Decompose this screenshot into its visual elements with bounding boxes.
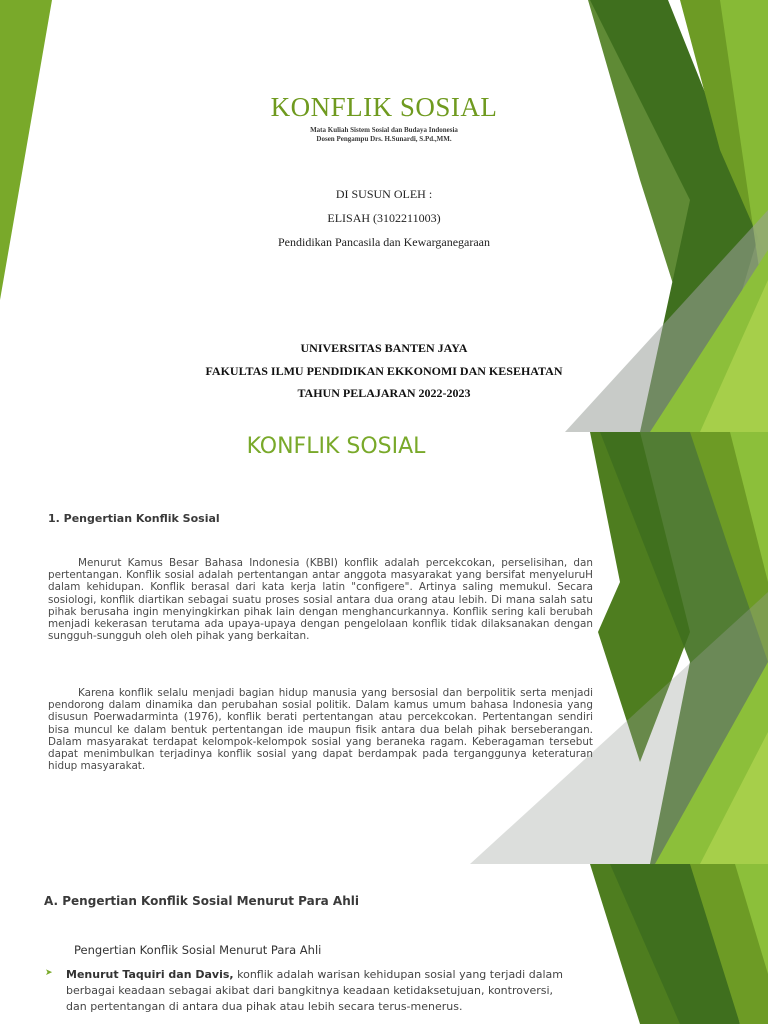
section-heading: A. Pengertian Konflik Sosial Menurut Para Ahli <box>44 894 359 908</box>
paragraph-1: Menurut Kamus Besar Bahasa Indonesia (KBBI) konflik adalah percekcokan, perselisihan, dan pertentangan. Konflik sosial adalah pertentangan antar anggota masyarakat yang bersifat menyeluruH dalam kehidupan. Konflik berasal dari kata kerja latin "configere". Artinya saling memukul. Secara sosiologi, konflik diartikan sebagai suatu proses sosial antara dua orang atau lebih. Di mana salah satu pihak berusaha ingin menyingkirkan pihak lain dengan menghancurkannya. Konflik sering kali berubah menjadi kekerasan terutama ada upaya-upaya dengan pengelolaan konflik tidak dilaksanakan dengan sungguh-sungguh oleh oleh pihak yang berkaitan. <box>48 557 593 643</box>
paragraph-2: Karena konflik selalu menjadi bagian hidup manusia yang bersosial dan berpolitik serta menjadi pendorong dalam dinamika dan perubahan sosial politik. Dalam kamus umum bahasa Indonesia yang disusun Poerwadarminta (1976), konflik berati pertentangan atau percekcokan. Pertentangan sendiri bisa muncul ke dalam bentuk pertentangan ide maupun fisik antara dua belah pihak berseberangan. Dalam masyarakat terdapat kelompok-kelompok sosial yang beraneka ragam. Keberagaman tersebut dapat menimbulkan terjadinya konflik sosial yang dapat berdampak pada terganggunya keteraturan hidup masyarakat. <box>48 687 593 773</box>
slide-title: KONFLIK SOSIAL <box>246 434 426 459</box>
bullet-body: konflik adalah warisan kehidupan sosial yang terjadi dalam berbagai keadaan sebagai akibat dari bangkitnya keadaan ketidaksetujuan, kontroversi, dan pertentangan di antara dua pihak atau lebih secara terus-menerus. <box>66 968 563 1013</box>
section-heading: 1. Pengertian Konflik Sosial <box>48 512 220 525</box>
bullet-author: Menurut Taquiri dan Davis, <box>66 968 234 981</box>
author-label: DI SUSUN OLEH : <box>335 187 433 201</box>
slide-decoration <box>0 432 768 864</box>
lecturer-line: Dosen Pengampu Drs. H.Sunardi, S.Pd.,MM. <box>316 135 452 143</box>
list-item <box>45 967 575 1015</box>
slide-experts <box>0 864 768 1024</box>
author-name: ELISAH (3102211003) <box>327 211 441 225</box>
bullet-text <box>66 967 575 1015</box>
slide-title <box>0 0 768 432</box>
course-line: Mata Kuliah Sistem Sosial dan Budaya Indonesia <box>310 126 458 134</box>
subheading: Pengertian Konflik Sosial Menurut Para Ahli <box>74 943 322 957</box>
university: UNIVERSITAS BANTEN JAYA <box>300 341 468 355</box>
title: KONFLIK SOSIAL <box>270 92 498 122</box>
bullet-arrow-icon: ➤ <box>45 967 53 977</box>
slide-definition <box>0 432 768 864</box>
faculty: FAKULTAS ILMU PENDIDIKAN EKKONOMI DAN KESEHATAN <box>205 364 563 378</box>
left-green-triangle <box>0 0 52 300</box>
study-program: Pendidikan Pancasila dan Kewarganegaraan <box>277 235 491 249</box>
academic-year: TAHUN PELAJARAN 2022-2023 <box>297 386 471 400</box>
